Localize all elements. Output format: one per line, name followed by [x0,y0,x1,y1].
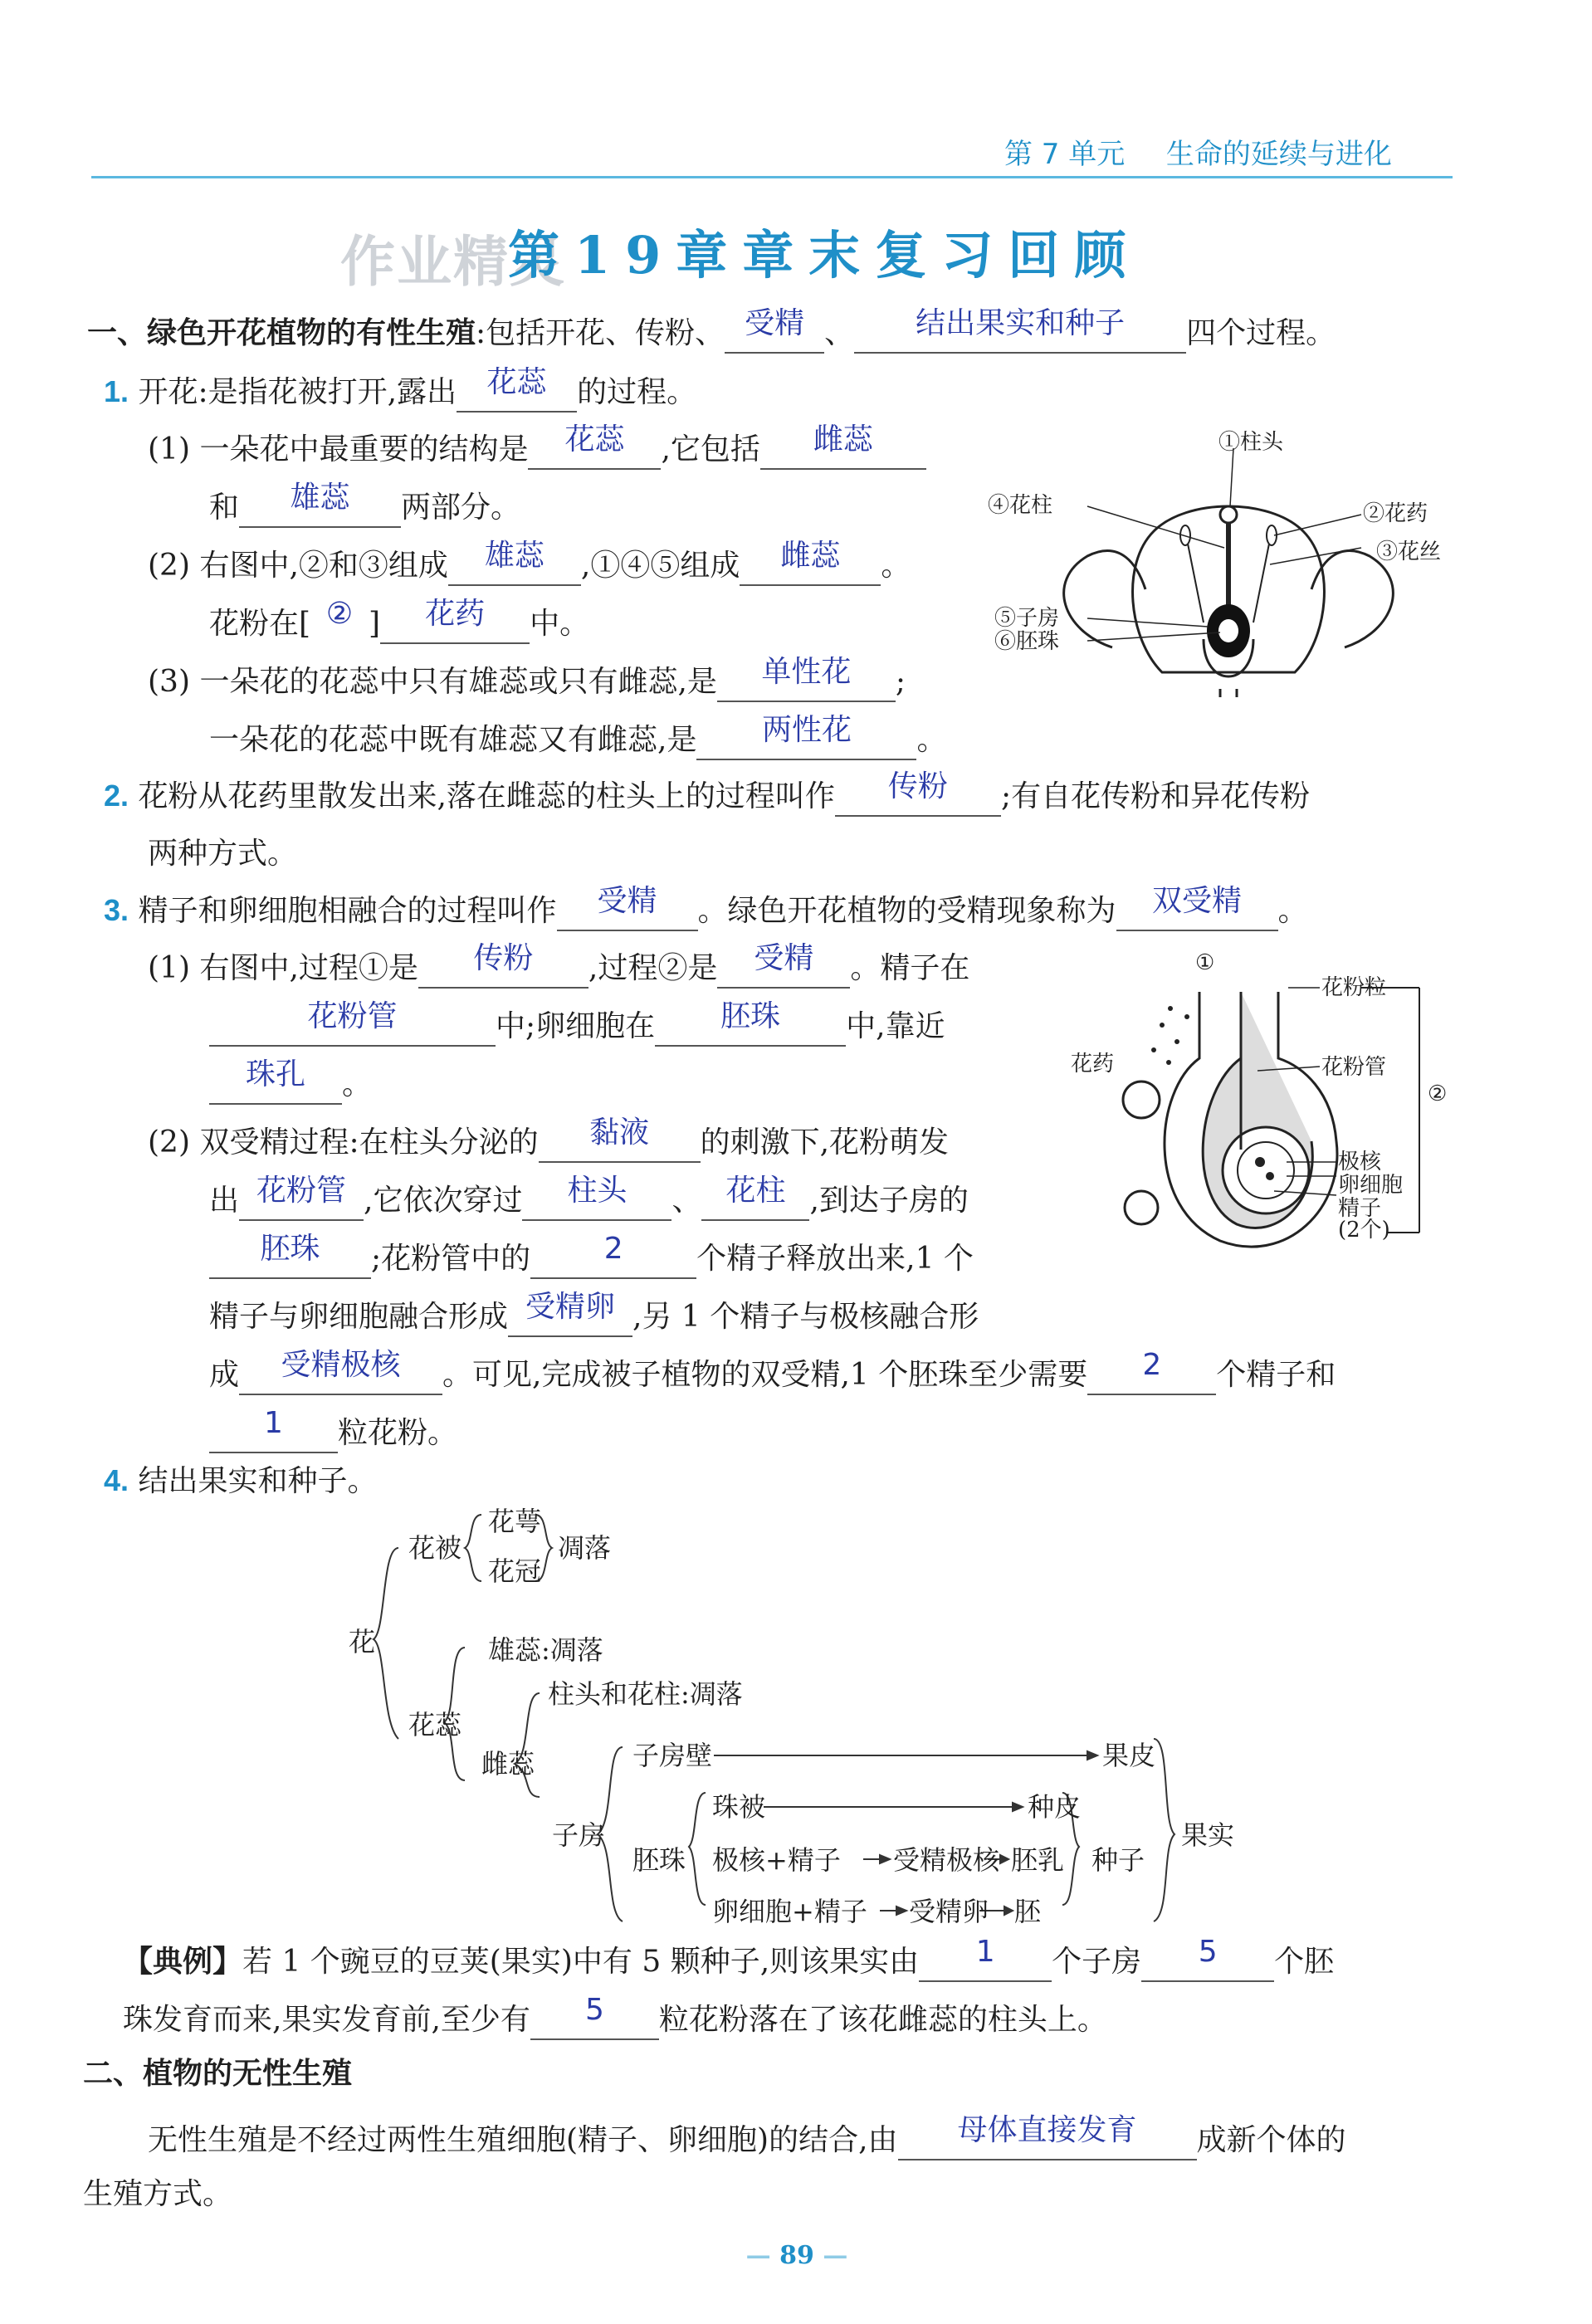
label-anther: 花药 [1071,1052,1115,1077]
tree-embryo: 胚 [1014,1896,1042,1927]
example-line1: 【典例】若 1 个豌豆的豆荚(果实)中有 5 颗种子,则该果实由 1 个子房 5 个胚 [123,1942,1334,1982]
tree-perianth: 花被 [408,1532,462,1564]
tree-integument: 珠被 [712,1791,766,1823]
q3-p2-line4: 精子与卵细胞融合形成 受精卵 ,另 1 个精子与极核融合形 [209,1297,979,1337]
unit-title: 生命的延续与进化 [1165,138,1392,171]
q1-line: 1. 开花:是指花被打开,露出 花蕊 的过程。 [104,372,696,413]
tree-endosperm: 胚乳 [1011,1844,1065,1876]
q3-p2-line2: 出 花粉管 ,它依次穿过 柱头 、 花柱 ,到达子房的 [209,1181,969,1221]
label-ovary: ⑤子房 [994,606,1060,631]
watermark: 作业精灵 [340,230,566,294]
tree-ovary-wall: 子房壁 [632,1740,713,1771]
q3-line1: 3. 精子和卵细胞相融合的过程叫作 受精 。绿色开花植物的受精现象称为 双受精 。 [104,891,1308,931]
q3-p1-line3: 珠孔 。 [209,1065,372,1105]
q3-p1-line2: 花粉管 中;卵细胞在 胚珠 中,靠近 [209,1007,945,1047]
answer-blank[interactable]: 母体直接发育 [898,2124,1197,2160]
q1-p3-line2: 一朵花的花蕊中既有雄蕊又有雌蕊,是 两性花 。 [209,720,946,760]
q3-p2-line1: (2) 双受精过程:在柱头分泌的 黏液 的刺激下,花粉萌发 [148,1123,949,1163]
tree-pericarp: 果皮 [1102,1740,1156,1771]
label-pollen-grain: 花粉粒 [1321,975,1387,1000]
answer-blank[interactable]: 传粉 [418,952,588,989]
q2-line2: 两种方式。 [148,837,298,871]
answer-blank[interactable]: 5 [1141,1946,1274,1982]
label-process2: ② [1428,1081,1448,1106]
answer-blank[interactable]: 2 [1087,1359,1216,1395]
answer-blank[interactable]: 双受精 [1116,895,1278,931]
answer-blank[interactable]: 受精极核 [239,1359,442,1395]
question-number: 2. [104,779,129,813]
answer-blank[interactable]: 雌蕊 [740,549,881,586]
question-number: 3. [104,893,129,927]
label-style: ④花柱 [988,493,1053,518]
fertilization-diagram [1071,959,1477,1266]
label-egg-cell: 卵细胞 [1338,1173,1404,1198]
answer-blank[interactable]: 受精 [557,895,698,931]
label-pollen-tube: 花粉管 [1321,1055,1387,1080]
answer-blank[interactable]: ② [325,597,354,631]
question-number: 4. [104,1463,129,1497]
tree-fruit: 果实 [1181,1819,1235,1851]
tree-flower: 花 [349,1626,376,1658]
tree-zygote: 受精卵 [909,1896,989,1927]
section1-heading: 一、绿色开花植物的有性生殖 [87,316,476,350]
section2-line1: 无性生殖是不经过两性生殖细胞(精子、卵细胞)的结合,由 母体直接发育 成新个体的 [148,2121,1346,2160]
flower-structure-figure [988,430,1461,697]
label-process1: ① [1195,950,1215,975]
tree-seed-coat: 种皮 [1028,1791,1082,1823]
tree-ovary: 子房 [552,1819,606,1851]
unit-label: 第 7 单元 [1004,138,1126,171]
answer-blank[interactable]: 花蕊 [528,433,661,470]
answer-blank[interactable]: 受精卵 [508,1301,632,1337]
q1-p2-line2: 花粉在[ ② ] 花药 中。 [209,604,589,644]
chapter-title: 第19章章末复习回顾 [508,225,1141,286]
answer-blank[interactable]: 雌蕊 [760,433,926,470]
answer-blank[interactable]: 黏液 [539,1126,701,1163]
q3-p2-line3: 胚珠 ;花粉管中的 2 个精子释放出来,1 个 [209,1239,974,1279]
answer-blank[interactable]: 雄蕊 [448,549,581,586]
label-polar-nuclei: 极核 [1338,1150,1382,1174]
header-rule [91,176,1453,178]
tree-stamen-pistil: 花蕊 [408,1709,462,1741]
section2-line2: 生殖方式。 [83,2177,233,2211]
flower-diagram [996,440,1461,697]
tree-polar-sperm: 极核+精子 [712,1844,841,1876]
example-tag: 【典例】 [123,1945,243,1979]
answer-blank[interactable]: 珠孔 [209,1068,342,1105]
answer-blank[interactable]: 花蕊 [457,376,577,413]
answer-blank[interactable]: 2 [530,1243,696,1279]
answer-blank[interactable]: 受精 [717,952,850,989]
label-anther: ②花药 [1363,501,1428,526]
section2-heading: 二、植物的无性生殖 [83,2057,353,2091]
answer-blank[interactable]: 胚珠 [209,1243,371,1279]
page-header [1004,131,1453,173]
answer-blank[interactable]: 柱头 [522,1184,671,1221]
label-filament: ③花丝 [1376,540,1442,564]
tree-stigma-style: 柱头和花柱:凋落 [548,1678,743,1710]
tree-stamen: 雄蕊:凋落 [488,1634,603,1666]
q1-p1-line1: (1) 一朵花中最重要的结构是 花蕊 ,它包括 雌蕊 [148,430,926,470]
tree-egg-sperm: 卵细胞+精子 [712,1896,867,1927]
q3-p2-line6: 1 粒花粉。 [209,1413,457,1453]
label-stigma: ①柱头 [1218,430,1284,455]
answer-blank[interactable]: 花药 [380,608,530,644]
answer-blank[interactable]: 5 [530,2004,659,2040]
tree-seed: 种子 [1091,1844,1145,1876]
answer-blank[interactable]: 结出果实和种子 [854,317,1186,354]
section1-line: 一、绿色开花植物的有性生殖:包括开花、传粉、 受精 、 结出果实和种子 四个过程。 [87,314,1336,354]
fertilization-figure [1071,950,1477,1266]
q4-line: 4. 结出果实和种子。 [104,1463,378,1498]
q3-p2-line5: 成 受精极核 。可见,完成被子植物的双受精,1 个胚珠至少需要 2 个精子和 [209,1355,1336,1395]
label-sperm: 精子 [1338,1196,1382,1221]
answer-blank[interactable]: 雄蕊 [239,491,401,528]
q3-p1-line1: (1) 右图中,过程①是 传粉 ,过程②是 受精 。精子在 [148,949,969,989]
answer-blank[interactable]: 两性花 [696,724,916,760]
label-sperm-count: (2个) [1338,1218,1390,1243]
q1-p3-line1: (3) 一朵花的花蕊中只有雄蕊或只有雌蕊,是 单性花 ; [148,662,906,702]
tree-pistil: 雌蕊 [481,1748,535,1780]
page-number: — 89 — [745,2241,848,2270]
tree-wither1: 凋落 [558,1532,612,1564]
answer-blank[interactable]: 1 [919,1946,1052,1982]
label-ovule: ⑥胚珠 [994,629,1060,654]
answer-blank[interactable]: 胚珠 [655,1010,846,1047]
tree-corolla: 花冠 [488,1555,542,1587]
tree-ovule: 胚珠 [632,1844,686,1876]
q1-p1-line2: 和 雄蕊 两部分。 [209,488,520,528]
question-number: 1. [104,374,129,408]
answer-blank[interactable]: 受精 [725,317,824,354]
tree-calyx: 花萼 [488,1506,542,1537]
q2-line1: 2. 花粉从花药里散发出来,落在雌蕊的柱头上的过程叫作 传粉 ;有自花传粉和异花传粉 [104,776,1310,817]
tree-fertilized-polar: 受精极核 [893,1844,1000,1876]
example-line2: 珠发育而来,果实发育前,至少有 5 粒花粉落在了该花雌蕊的柱头上。 [123,2000,1107,2040]
answer-blank[interactable]: 单性花 [717,666,896,702]
answer-blank[interactable]: 花粉管 [209,1010,496,1047]
answer-blank[interactable]: 花柱 [701,1184,809,1221]
development-tree [349,1506,1262,1938]
q1-p2-line1: (2) 右图中,②和③组成 雄蕊 ,①④⑤组成 雌蕊 。 [148,546,911,586]
answer-blank[interactable]: 1 [209,1417,338,1453]
answer-blank[interactable]: 传粉 [835,780,1001,817]
answer-blank[interactable]: 花粉管 [239,1184,364,1221]
